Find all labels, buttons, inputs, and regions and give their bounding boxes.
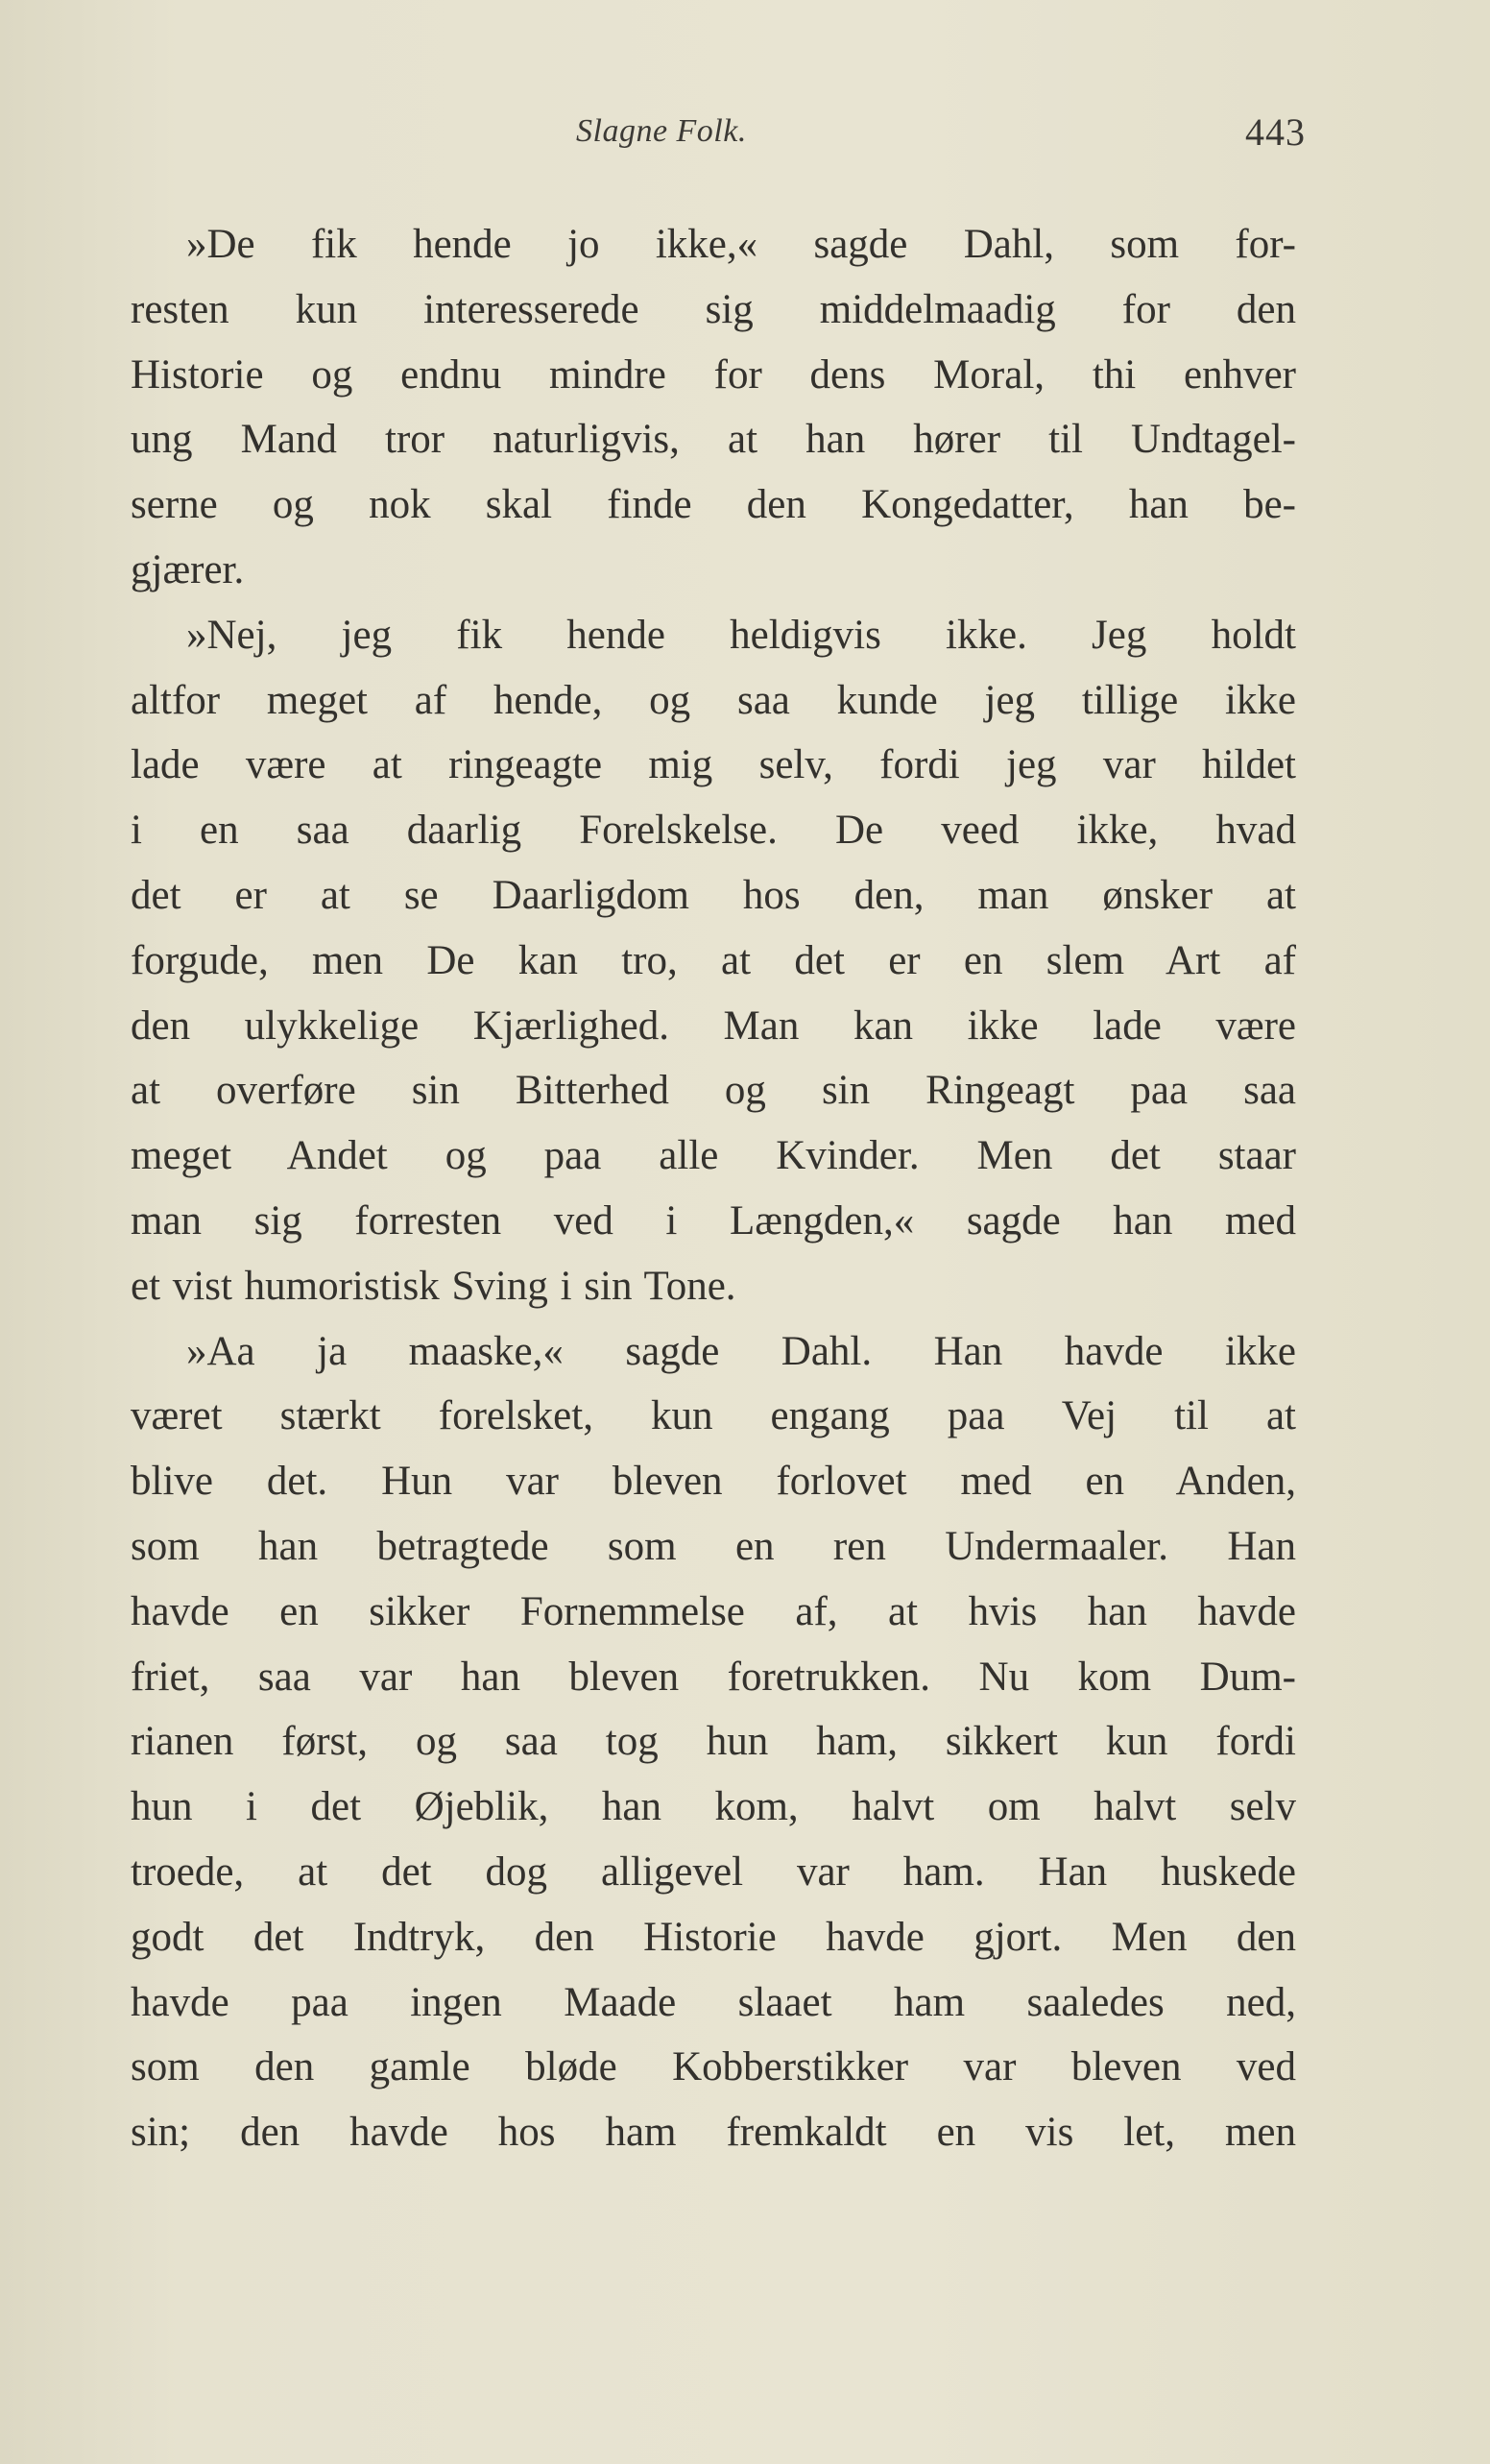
text-line: »Nej, jeg fik hende heldigvis ikke. Jeg holdt [186,612,1296,658]
text-line: altfor meget af hende, og saa kunde jeg tillige ikke [131,677,1296,723]
running-title: Slagne Folk. [576,113,747,149]
text-line: som den gamle bløde Kobberstikker var bleven ved [131,2044,1296,2090]
text-line: det er at se Daarligdom hos den, man ønsker at [131,872,1296,918]
text-line: havde paa ingen Maade slaaet ham saaledes ned, [131,1979,1296,2025]
text-line: resten kun interesserede sig middelmaadig for den [131,286,1296,332]
text-line: lade være at ringeagte mig selv, fordi jeg var hildet [131,742,1296,788]
text-line: den ulykkelige Kjærlighed. Man kan ikke lade være [131,1003,1296,1049]
text-line: sin; den havde hos ham fremkaldt en vis let, men [131,2110,1296,2156]
text-line: blive det. Hun var bleven forlovet med en Anden, [131,1459,1296,1505]
text-line: meget Andet og paa alle Kvinder. Men det staar [131,1133,1296,1179]
text-line: et vist humoristisk Sving i sin Tone. [131,1263,736,1309]
text-line: rianen først, og saa tog hun ham, sikkert kun fordi [131,1719,1296,1765]
text-line: været stærkt forelsket, kun engang paa Vej til at [131,1393,1296,1439]
text-line: ung Mand tror naturligvis, at han hører til Undtagel- [131,417,1296,463]
text-line: i en saa daarlig Forelskelse. De veed ikke, hvad [131,808,1296,854]
text-line: man sig forresten ved i Længden,« sagde han med [131,1197,1296,1244]
page-number: 443 [1245,110,1306,154]
text-line: Historie og endnu mindre for dens Moral, thi enhver [131,351,1296,398]
text-line: som han betragtede som en ren Undermaaler. Han [131,1523,1296,1569]
text-line: »Aa ja maaske,« sagde Dahl. Han havde ikke [186,1328,1296,1374]
text-line: gjærer. [131,546,245,592]
text-line: troede, at det dog alligevel var ham. Han huskede [131,1848,1296,1895]
text-line: hun i det Øjeblik, han kom, halvt om halvt selv [131,1784,1296,1830]
text-line: godt det Indtryk, den Historie havde gjort. Men den [131,1914,1296,1960]
text-line: friet, saa var han bleven foretrukken. Nu kom Dum- [131,1654,1296,1700]
text-line: forgude, men De kan tro, at det er en slem Art af [131,937,1296,983]
text-line: havde en sikker Fornemmelse af, at hvis han havde [131,1588,1296,1634]
text-line: serne og nok skal finde den Kongedatter, han be- [131,482,1296,528]
body-text [131,212,1296,2165]
text-line: at overføre sin Bitterhed og sin Ringeagt paa saa [131,1068,1296,1114]
text-line: »De fik hende jo ikke,« sagde Dahl, som for- [186,222,1296,267]
